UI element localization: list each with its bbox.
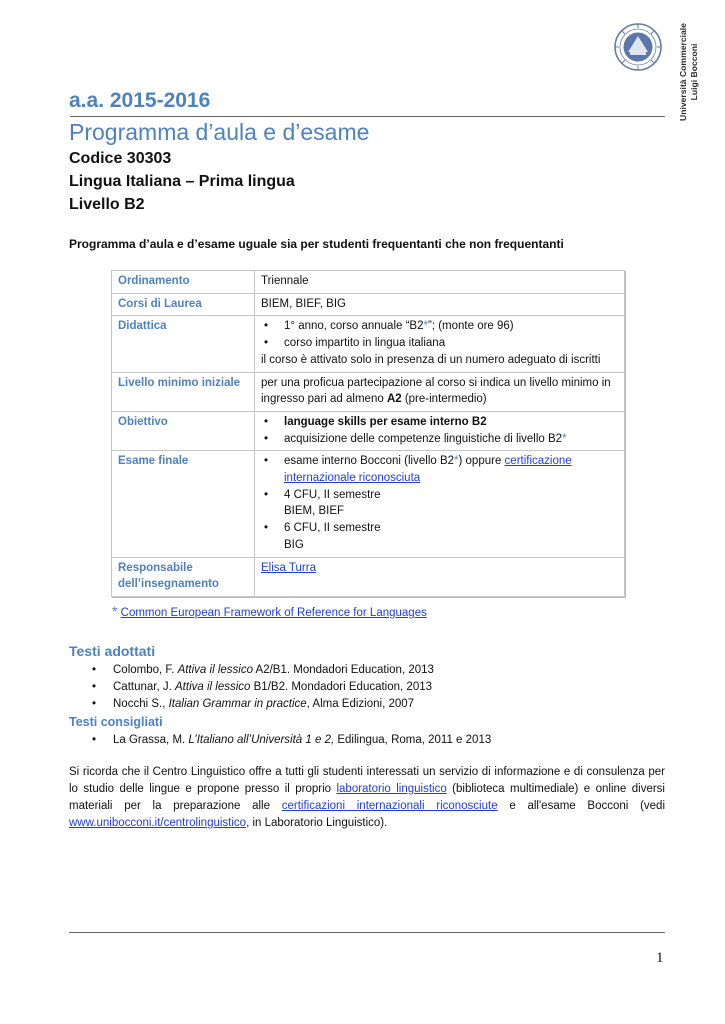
label-didattica: Didattica <box>112 316 255 372</box>
didattica-bullet-1: • 1° anno, corso annuale “B2*”; (monte ore 96) <box>261 318 618 335</box>
list-item: • Colombo, F. Attiva il lessico A2/B1. Mondadori Education, 2013 <box>92 664 434 676</box>
bullet-icon: • <box>92 698 97 710</box>
value-corsi: BIEM, BIEF, BIG <box>255 293 625 316</box>
bullet-icon: • <box>264 415 269 428</box>
cefr-footnote <box>112 603 427 619</box>
value-didattica <box>255 316 625 372</box>
label-corsi: Corsi di Laurea <box>112 293 255 316</box>
bullet-icon: • <box>264 320 269 333</box>
certificazioni-link[interactable]: certificazioni internazionali riconosciute <box>281 800 498 812</box>
page-number: 1 <box>656 950 664 966</box>
label-livello: Livello minimo iniziale <box>112 372 255 411</box>
bullet-icon: • <box>264 337 269 350</box>
row-ordinamento <box>112 271 625 294</box>
header-rule <box>70 116 665 117</box>
value-obiettivo <box>255 411 625 450</box>
esame-bullet-3: • 6 CFU, II semestre BIG <box>264 522 381 551</box>
page-title: Programma d’aula e d’esame <box>69 119 370 145</box>
asterisk-ref: * <box>112 603 118 619</box>
row-esame <box>112 451 625 557</box>
section-testi-adottati: Testi adottati <box>69 643 156 659</box>
responsabile-link[interactable]: Elisa Turra <box>261 561 316 574</box>
label-esame: Esame finale <box>112 451 255 557</box>
course-subject: Lingua Italiana – Prima lingua <box>69 173 295 190</box>
didattica-note: il corso è attivato solo in presenza di un numero adeguato di iscritti <box>261 353 601 366</box>
value-livello: per una proficua partecipazione al corso si indica un livello minimo in ingresso pari ad almeno A2 (pre-intermedio) <box>255 372 625 411</box>
row-responsabile <box>112 557 625 596</box>
university-brand <box>678 22 704 122</box>
list-item: • Nocchi S., Italian Grammar in practice, Alma Edizioni, 2007 <box>92 698 415 710</box>
info-paragraph: Si ricorda che il Centro Linguistico offre a tutti gli studenti interessati un servizio di informazione e di consulenza per lo studio delle lingue e propone presso il proprio laboratorio linguistico (biblioteca multimediale) e online diversi materiali per la preparazione alle certificazioni internazionali riconosciute e all'esame Bocconi (vedi www.unibocconi.it/centrolinguistico, in Laboratorio Linguistico). <box>69 766 665 829</box>
label-obiettivo: Obiettivo <box>112 411 255 450</box>
esame-bullet-1: • esame interno Bocconi (livello B2*) oppure certificazione internazionale riconosciuta <box>264 455 572 485</box>
row-obiettivo <box>112 411 625 450</box>
bullet-icon: • <box>264 455 269 468</box>
academic-year: a.a. 2015-2016 <box>69 89 211 112</box>
obiettivo-bullet-1: • language skills per esame interno B2 <box>261 414 618 431</box>
bullet-icon: • <box>92 681 97 693</box>
course-code: Codice 30303 <box>69 150 172 167</box>
footer-rule <box>69 932 665 933</box>
label-ordinamento: Ordinamento <box>112 271 255 294</box>
list-item: • La Grassa, M. L’Italiano all’Università 1 e 2, Edilingua, Roma, 2011 e 2013 <box>92 734 492 746</box>
course-level: Livello B2 <box>69 196 145 213</box>
value-esame <box>255 451 625 557</box>
asterisk-ref: * <box>562 432 567 445</box>
asterisk-ref: * <box>454 455 459 468</box>
brand-line-1: Università Commerciale <box>678 23 688 121</box>
laboratorio-link[interactable]: laboratorio linguistico <box>336 783 447 795</box>
obiettivo-bullet-2: • acquisizione delle competenze linguistiche di livello B2* <box>261 431 618 448</box>
list-item: • Cattunar, J. Attiva il lessico B1/B2. Mondadori Education, 2013 <box>92 681 433 693</box>
bullet-icon: • <box>92 664 97 676</box>
row-didattica <box>112 316 625 372</box>
bullet-icon: • <box>264 522 269 535</box>
row-livello <box>112 372 625 411</box>
asterisk-ref: * <box>423 320 428 333</box>
bullet-icon: • <box>92 734 97 746</box>
didattica-bullet-2: • corso impartito in lingua italiana <box>261 335 618 352</box>
course-info-table <box>111 270 625 597</box>
cefr-link[interactable]: Common European Framework of Reference for Languages <box>120 607 427 619</box>
label-responsabile: Responsabile dell’insegnamento <box>112 557 255 596</box>
bullet-icon: • <box>264 488 269 501</box>
bullet-icon: • <box>264 432 269 445</box>
section-testi-consigliati: Testi consigliati <box>69 715 163 729</box>
centrolinguistico-link[interactable]: www.unibocconi.it/centrolinguistico <box>69 817 247 829</box>
intro-statement: Programma d’aula e d’esame uguale sia per studenti frequentanti che non frequentanti <box>69 237 564 251</box>
brand-line-2: Luigi Bocconi <box>689 43 699 101</box>
university-seal-icon <box>613 22 663 72</box>
esame-bullet-2: • 4 CFU, II semestre BIEM, BIEF <box>264 488 381 518</box>
row-corsi <box>112 293 625 316</box>
value-ordinamento: Triennale <box>255 271 625 294</box>
value-responsabile <box>255 557 625 596</box>
certification-link[interactable]: certificazione internazionale riconosciuta <box>284 455 572 485</box>
